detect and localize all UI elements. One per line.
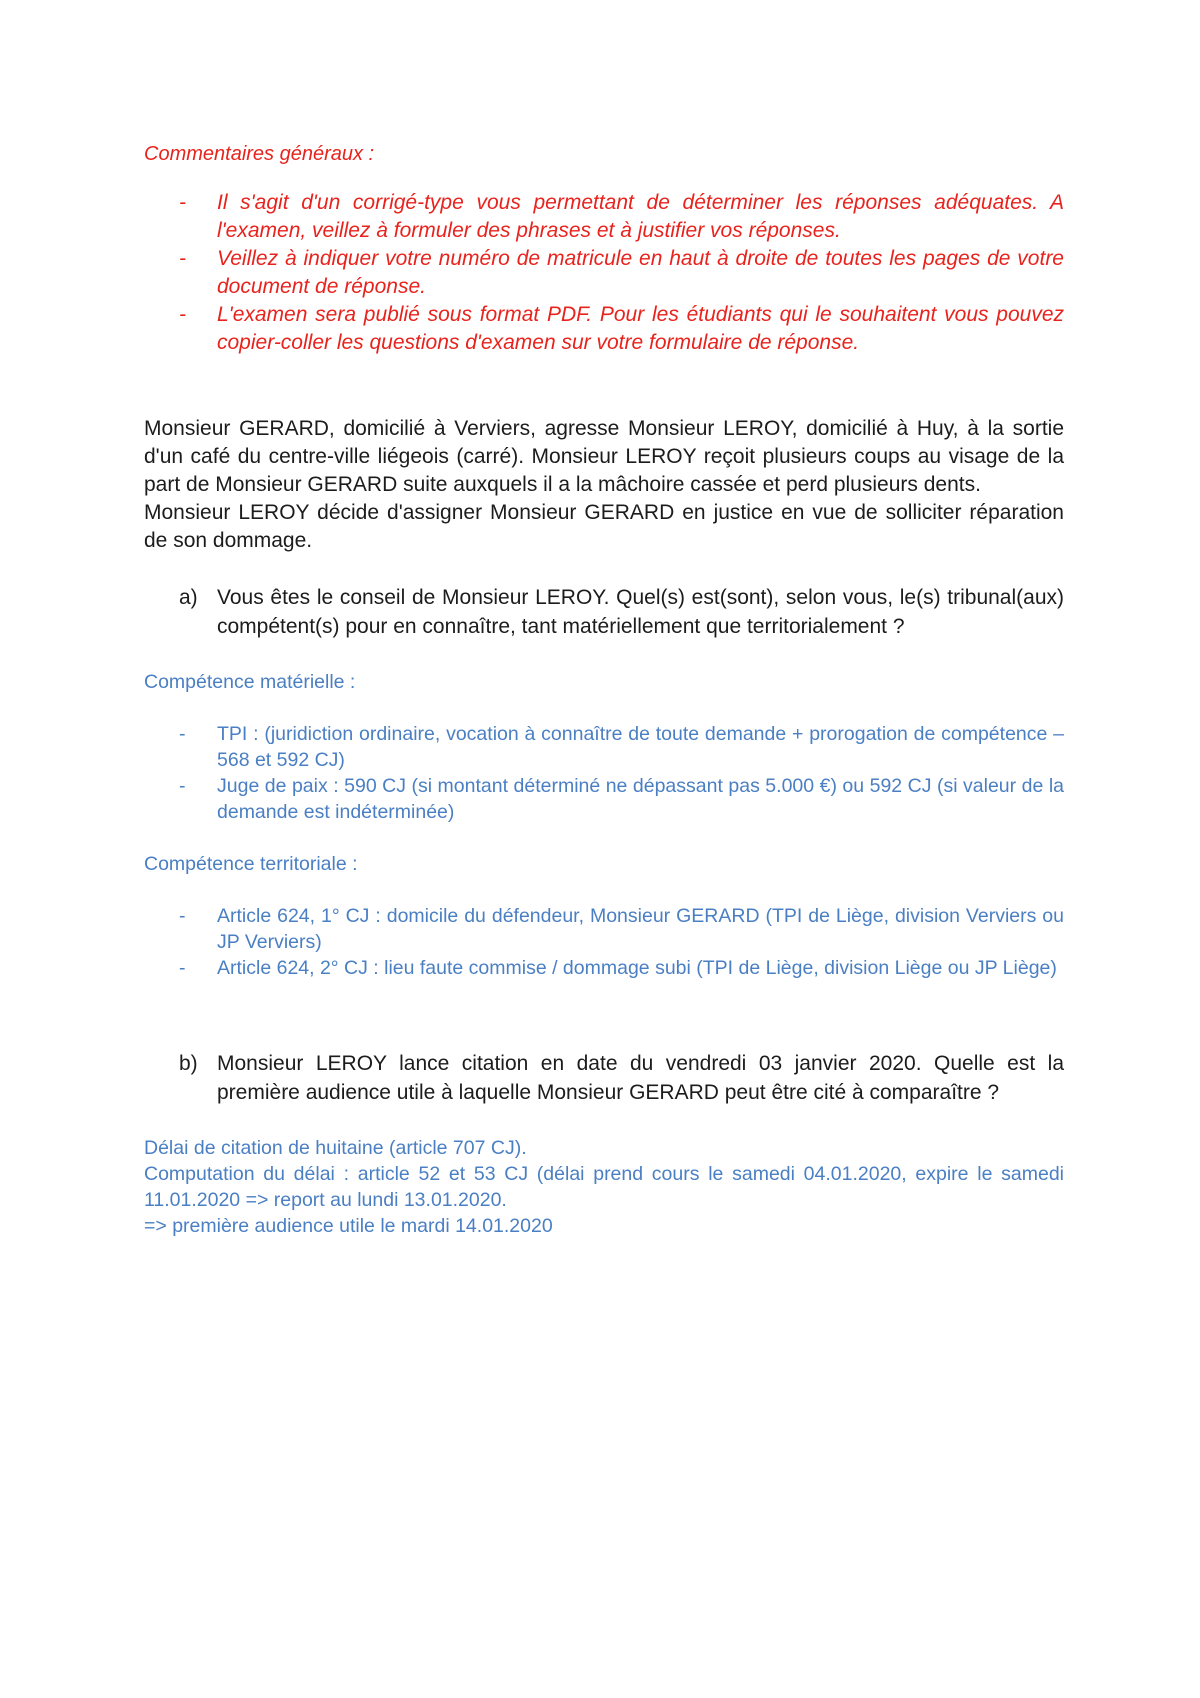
list-item-text: TPI : (juridiction ordinaire, vocation à connaître de toute demande + prorogation de compétence – 568 et 592 CJ) <box>217 723 1064 771</box>
question-text: Monsieur LEROY lance citation en date du vendredi 03 janvier 2020. Quelle est la première audience utile à laquelle Monsieur GERARD peut être cité à comparaître ? <box>217 1052 1064 1104</box>
list-item-text: Veillez à indiquer votre numéro de matricule en haut à droite de toutes les pages de votre document de réponse. <box>217 247 1064 298</box>
question-marker: a) <box>179 586 198 609</box>
list-item-text: Article 624, 2° CJ : lieu faute commise / dommage subi (TPI de Liège, division Liège ou JP Liège) <box>217 957 1057 979</box>
list-item <box>144 189 1064 245</box>
list-item-text: L'examen sera publié sous format PDF. Pour les étudiants qui le souhaitent vous pouvez copier-coller les questions d'examen sur votre formulaire de réponse. <box>217 303 1064 354</box>
answer-b <box>144 1135 1064 1239</box>
document-page <box>144 140 1064 1239</box>
answer-b-line-2: Computation du délai : article 52 et 53 CJ (délai prend cours le samedi 04.01.2020, expire le samedi 11.01.2020 => report au lundi 13.01.2020. <box>144 1163 1064 1211</box>
list-item <box>144 301 1064 357</box>
territorial-competence-heading: Compétence territoriale : <box>144 853 358 875</box>
dash-bullet: - <box>179 905 186 927</box>
answer-a <box>144 669 1064 981</box>
territorial-competence-list <box>144 903 1064 981</box>
general-comments-list <box>144 189 1064 357</box>
answer-b-line-1: Délai de citation de huitaine (article 707 CJ). <box>144 1137 527 1159</box>
case-paragraph-2: Monsieur LEROY décide d'assigner Monsieur GERARD en justice en vue de solliciter réparation de son dommage. <box>144 501 1064 552</box>
general-comments-heading: Commentaires généraux : <box>144 143 375 165</box>
list-item <box>144 773 1064 825</box>
answer-b-line-3: => première audience utile le mardi 14.01.2020 <box>144 1215 553 1237</box>
material-competence-heading: Compétence matérielle : <box>144 671 356 693</box>
list-item-text: Article 624, 1° CJ : domicile du défendeur, Monsieur GERARD (TPI de Liège, division Verviers ou JP Verviers) <box>217 905 1064 953</box>
list-item <box>144 903 1064 955</box>
dash-bullet: - <box>179 303 186 326</box>
dash-bullet: - <box>179 775 186 797</box>
list-item <box>144 721 1064 773</box>
question-b <box>144 1049 1064 1107</box>
general-comments <box>144 140 1064 357</box>
list-item-text: Il s'agit d'un corrigé-type vous permettant de déterminer les réponses adéquates. A l'examen, veillez à formuler des phrases et à justifier vos réponses. <box>217 191 1064 242</box>
dash-bullet: - <box>179 247 186 270</box>
question-a <box>144 583 1064 641</box>
question-marker: b) <box>179 1052 198 1075</box>
question-item <box>144 1049 1064 1107</box>
list-item-text: Juge de paix : 590 CJ (si montant déterminé ne dépassant pas 5.000 €) ou 592 CJ (si valeur de la demande est indéterminée) <box>217 775 1064 823</box>
material-competence-list <box>144 721 1064 825</box>
question-text: Vous êtes le conseil de Monsieur LEROY. Quel(s) est(sont), selon vous, le(s) tribunal(aux) compétent(s) pour en connaître, tant matériellement que territorialement ? <box>217 586 1064 638</box>
case-statement <box>144 415 1064 555</box>
list-item <box>144 245 1064 301</box>
case-paragraph-1: Monsieur GERARD, domicilié à Verviers, agresse Monsieur LEROY, domicilié à Huy, à la sortie d'un café du centre-ville liégeois (carré). Monsieur LEROY reçoit plusieurs coups au visage de la part de Monsieur GERARD suite auxquels il a la mâchoire cassée et perd plusieurs dents. <box>144 417 1064 496</box>
list-item <box>144 955 1064 981</box>
dash-bullet: - <box>179 191 186 214</box>
dash-bullet: - <box>179 723 186 745</box>
dash-bullet: - <box>179 957 186 979</box>
question-item <box>144 583 1064 641</box>
